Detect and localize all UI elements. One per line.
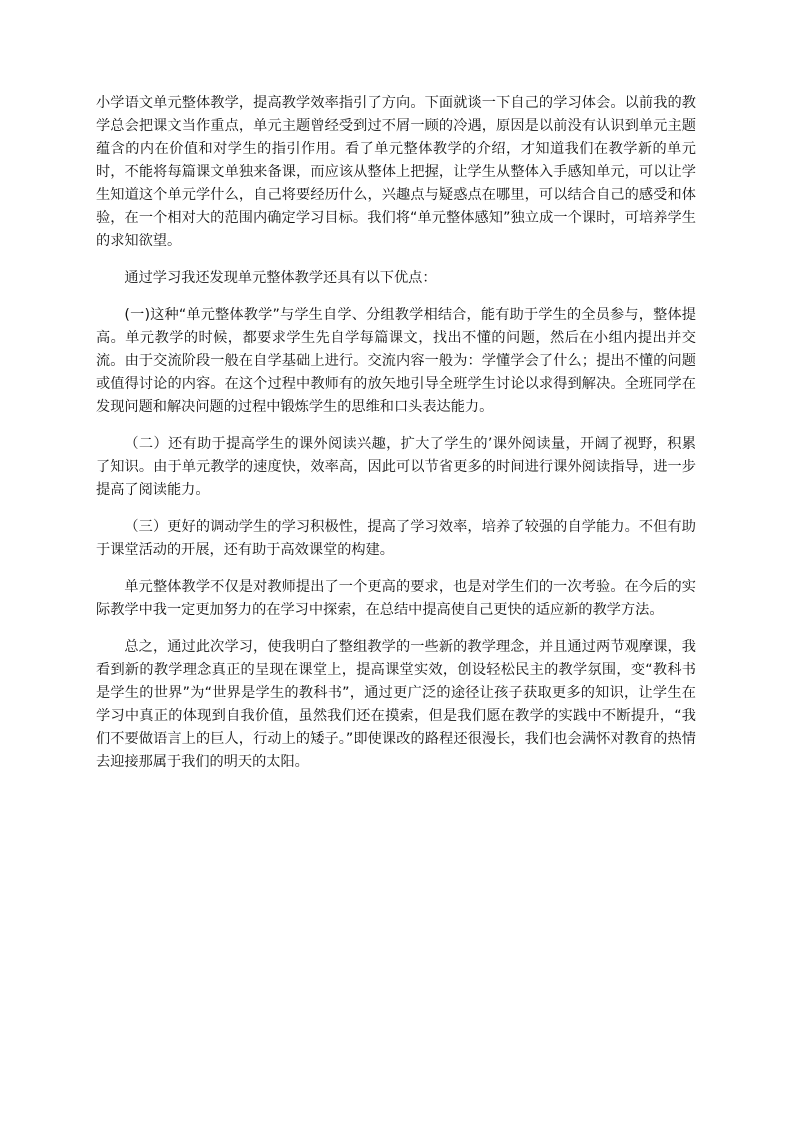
- document-body: [96, 92, 696, 788]
- paragraph-conclusion: 总之，通过此次学习，使我明白了整组教学的一些新的教学理念，并且通过两节观摩课，我看到新的教学理念真正的呈现在课堂上，提高课堂实效，创设轻松民主的教学氛围，变“教科书是学生的世界”为“世界是学生的教科书”，通过更广泛的途径让孩子获取更多的知识，让学生在学习中真正的体现到自我价值，虽然我们还在摸索，但是我们愿在教学的实践中不断提升，“我们不要做语言上的巨人，行动上的矮子。”即使课改的路程还很漫长，我们也会满怀对教育的热情去迎接那属于我们的明天的太阳。: [96, 639, 696, 770]
- paragraph-advantages-lead: 通过学习我还发现单元整体教学还具有以下优点：: [124, 270, 437, 286]
- paragraph-advantage-1: (一)这种“单元整体教学”与学生自学、分组教学相结合，能有助于学生的全员参与，整体提高。单元教学的时候，都要求学生先自学每篇课文，找出不懂的问题，然后在小组内提出并交流。由于交流阶段一般在自学基础上进行。交流内容一般为：学懂学会了什么；提出不懂的问题或值得讨论的内容。在这个过程中教师有的放矢地引导全班学生讨论以求得到解决。全班同学在发现问题和解决问题的过程中锻炼学生的思维和口头表达能力。: [96, 307, 696, 415]
- paragraph-advantage-3: （三）更好的调动学生的学习积极性，提高了学习效率，培养了较强的自学能力。不但有助于课堂活动的开展，还有助于高效课堂的构建。: [96, 519, 696, 558]
- paragraph-advantage-2: （二）还有助于提高学生的课外阅读兴趣，扩大了学生的’课外阅读量，开阔了视野，积累了知识。由于单元教学的速度快，效率高，因此可以节省更多的时间进行课外阅读指导，进一步提高了阅读能力。: [96, 436, 696, 498]
- paragraph-intro: 小学语文单元整体教学，提高教学效率指引了方向。下面就谈一下自己的学习体会。以前我的教学总会把课文当作重点，单元主题曾经受到过不屑一顾的冷遇，原因是以前没有认识到单元主题蕴含的内在价值和对学生的指引作用。看了单元整体教学的介绍，才知道我们在教学新的单元时，不能将每篇课文单独来备课，而应该从整体上把握，让学生从整体入手感知单元，可以让学生知道这个单元学什么，自己将要经历什么，兴趣点与疑惑点在哪里，可以结合自己的感受和体验，在一个相对大的范围内确定学习目标。我们将“单元整体感知”独立成一个课时，可培养学生的求知欲望。: [96, 95, 696, 249]
- paragraph-requirements: 单元整体教学不仅是对教师提出了一个更高的要求，也是对学生们的一次考验。在今后的实际教学中我一定更加努力的在学习中探索，在总结中提高使自己更快的适应新的教学方法。: [96, 579, 696, 618]
